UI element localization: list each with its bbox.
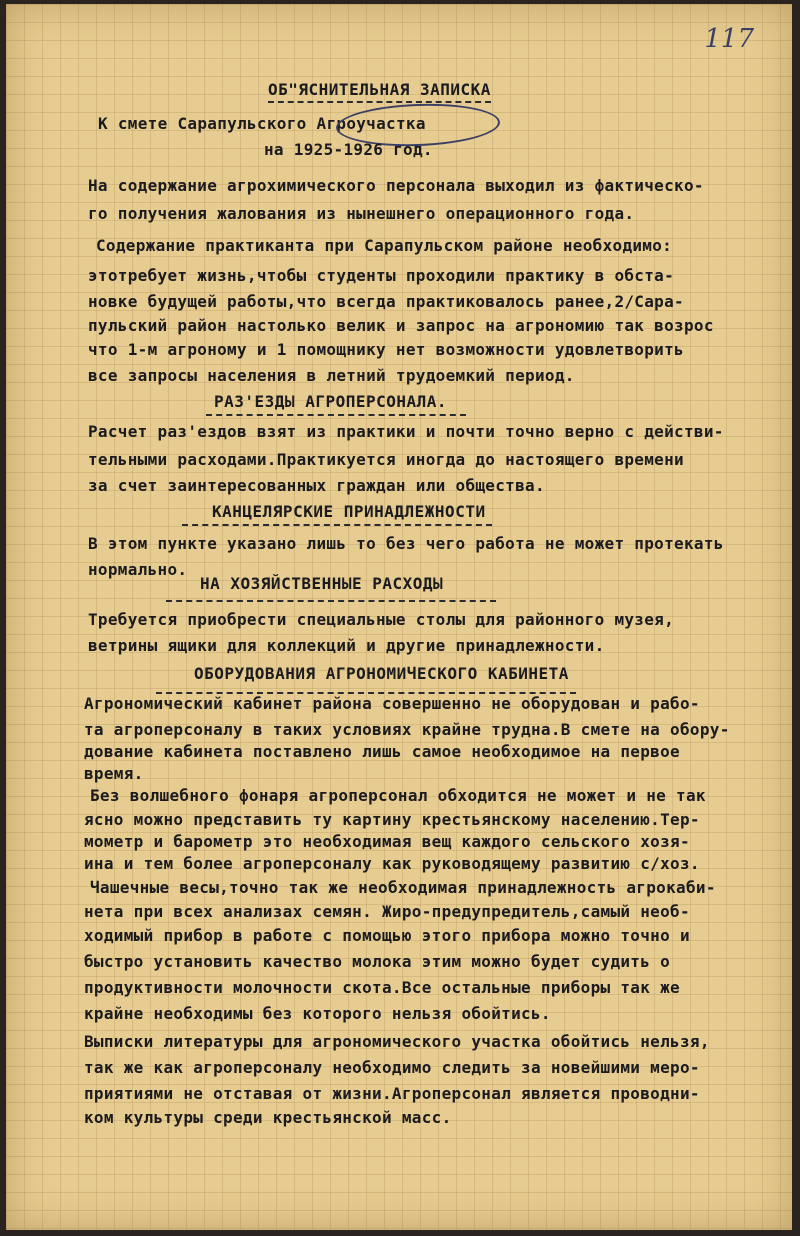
text-line: ком культуры среди крестьянской масс. xyxy=(84,1108,452,1127)
text-line: В этом пункте указано лишь то без чего работа не может протекать xyxy=(88,534,724,553)
page-number: 117 xyxy=(704,24,754,54)
text-line: продуктивности молочности скота.Все остальные приборы так же xyxy=(84,978,680,997)
section-heading-travel: РАЗ'ЕЗДЫ АГРОПЕРСОНАЛА. xyxy=(214,392,448,411)
text-line: Выписки литературы для агрономического участка обойтись нельзя, xyxy=(84,1032,710,1051)
text-line: за счет заинтересованных граждан или общества. xyxy=(88,476,545,495)
text-line: Содержание практиканта при Сарапульском районе необходимо: xyxy=(96,236,673,255)
text-line: быстро установить качество молока этим можно будет судить о xyxy=(84,952,671,971)
text-line: ветрины ящики для коллекций и другие принадлежности. xyxy=(88,636,605,655)
document-sheet xyxy=(6,4,792,1230)
text-line: Требуется приобрести специальные столы для районного музея, xyxy=(88,610,675,629)
text-line: тельными расходами.Практикуется иногда до настоящего времени xyxy=(88,450,684,469)
text-line: все запросы населения в летний трудоемкий период. xyxy=(88,366,575,385)
text-line: Агрономический кабинет района совершенно не оборудован и рабо- xyxy=(84,694,700,713)
subtitle-line-2: на 1925-1926 год. xyxy=(264,140,433,159)
text-line: ходимый прибор в работе с помощью этого прибора можно точно и xyxy=(84,926,690,945)
section-heading-equipment: ОБОРУДОВАНИЯ АГРОНОМИЧЕСКОГО КАБИНЕТА xyxy=(194,664,569,683)
text-line: этотребует жизнь,чтобы студенты проходили практику в обста- xyxy=(88,266,675,285)
subtitle-line-1: К смете Сарапульского Агроучастка xyxy=(98,114,426,133)
section-underline xyxy=(182,524,492,526)
text-line: новке будущей работы,что всегда практиковалось ранее,2/Сара- xyxy=(88,292,684,311)
text-line: так же как агроперсоналу необходимо следить за новейшими меро- xyxy=(84,1058,700,1077)
text-line: крайне необходимы без которого нельзя обойтись. xyxy=(84,1004,551,1023)
text-line: Чашечные весы,точно так же необходимая принадлежность агрокаби- xyxy=(90,878,716,897)
text-line: время. xyxy=(84,764,144,783)
text-line: нормально. xyxy=(88,560,188,579)
section-underline xyxy=(166,600,496,602)
text-line: го получения жалования из нынешнего операционного года. xyxy=(88,204,635,223)
text-line: ясно можно представить ту картину крестьянскому населению.Тер- xyxy=(84,810,700,829)
text-line: та агроперсоналу в таких условиях крайне трудна.В смете на обору- xyxy=(84,720,730,739)
text-line: мометр и барометр это необходимая вещ каждого сельского хозя- xyxy=(84,832,690,851)
text-line: что 1-м агроному и 1 помощнику нет возможности удовлетворить xyxy=(88,340,684,359)
section-heading-household: НА ХОЗЯЙСТВЕННЫЕ РАСХОДЫ xyxy=(200,574,444,593)
document-title: ОБ"ЯСНИТЕЛЬНАЯ ЗАПИСКА xyxy=(268,80,491,103)
text-line: ина и тем более агроперсоналу как руководящему развитию с/хоз. xyxy=(84,854,700,873)
text-line: нета при всех анализах семян. Жиро-предупредитель,самый необ- xyxy=(84,902,690,921)
text-line: дование кабинета поставлено лишь самое необходимое на первое xyxy=(84,742,680,761)
text-line: пульский район настолько велик и запрос на агрономию так возрос xyxy=(88,316,714,335)
text-line: Расчет раз'ездов взят из практики и почти точно верно с действи- xyxy=(88,422,724,441)
section-underline xyxy=(206,414,466,416)
text-line: На содержание агрохимического персонала выходил из фактическо- xyxy=(88,176,704,195)
text-line: приятиями не отставая от жизни.Агроперсонал является проводни- xyxy=(84,1084,700,1103)
section-heading-stationery: КАНЦЕЛЯРСКИЕ ПРИНАДЛЕЖНОСТИ xyxy=(212,502,486,521)
text-line: Без волшебного фонаря агроперсонал обходится не может и не так xyxy=(90,786,706,805)
